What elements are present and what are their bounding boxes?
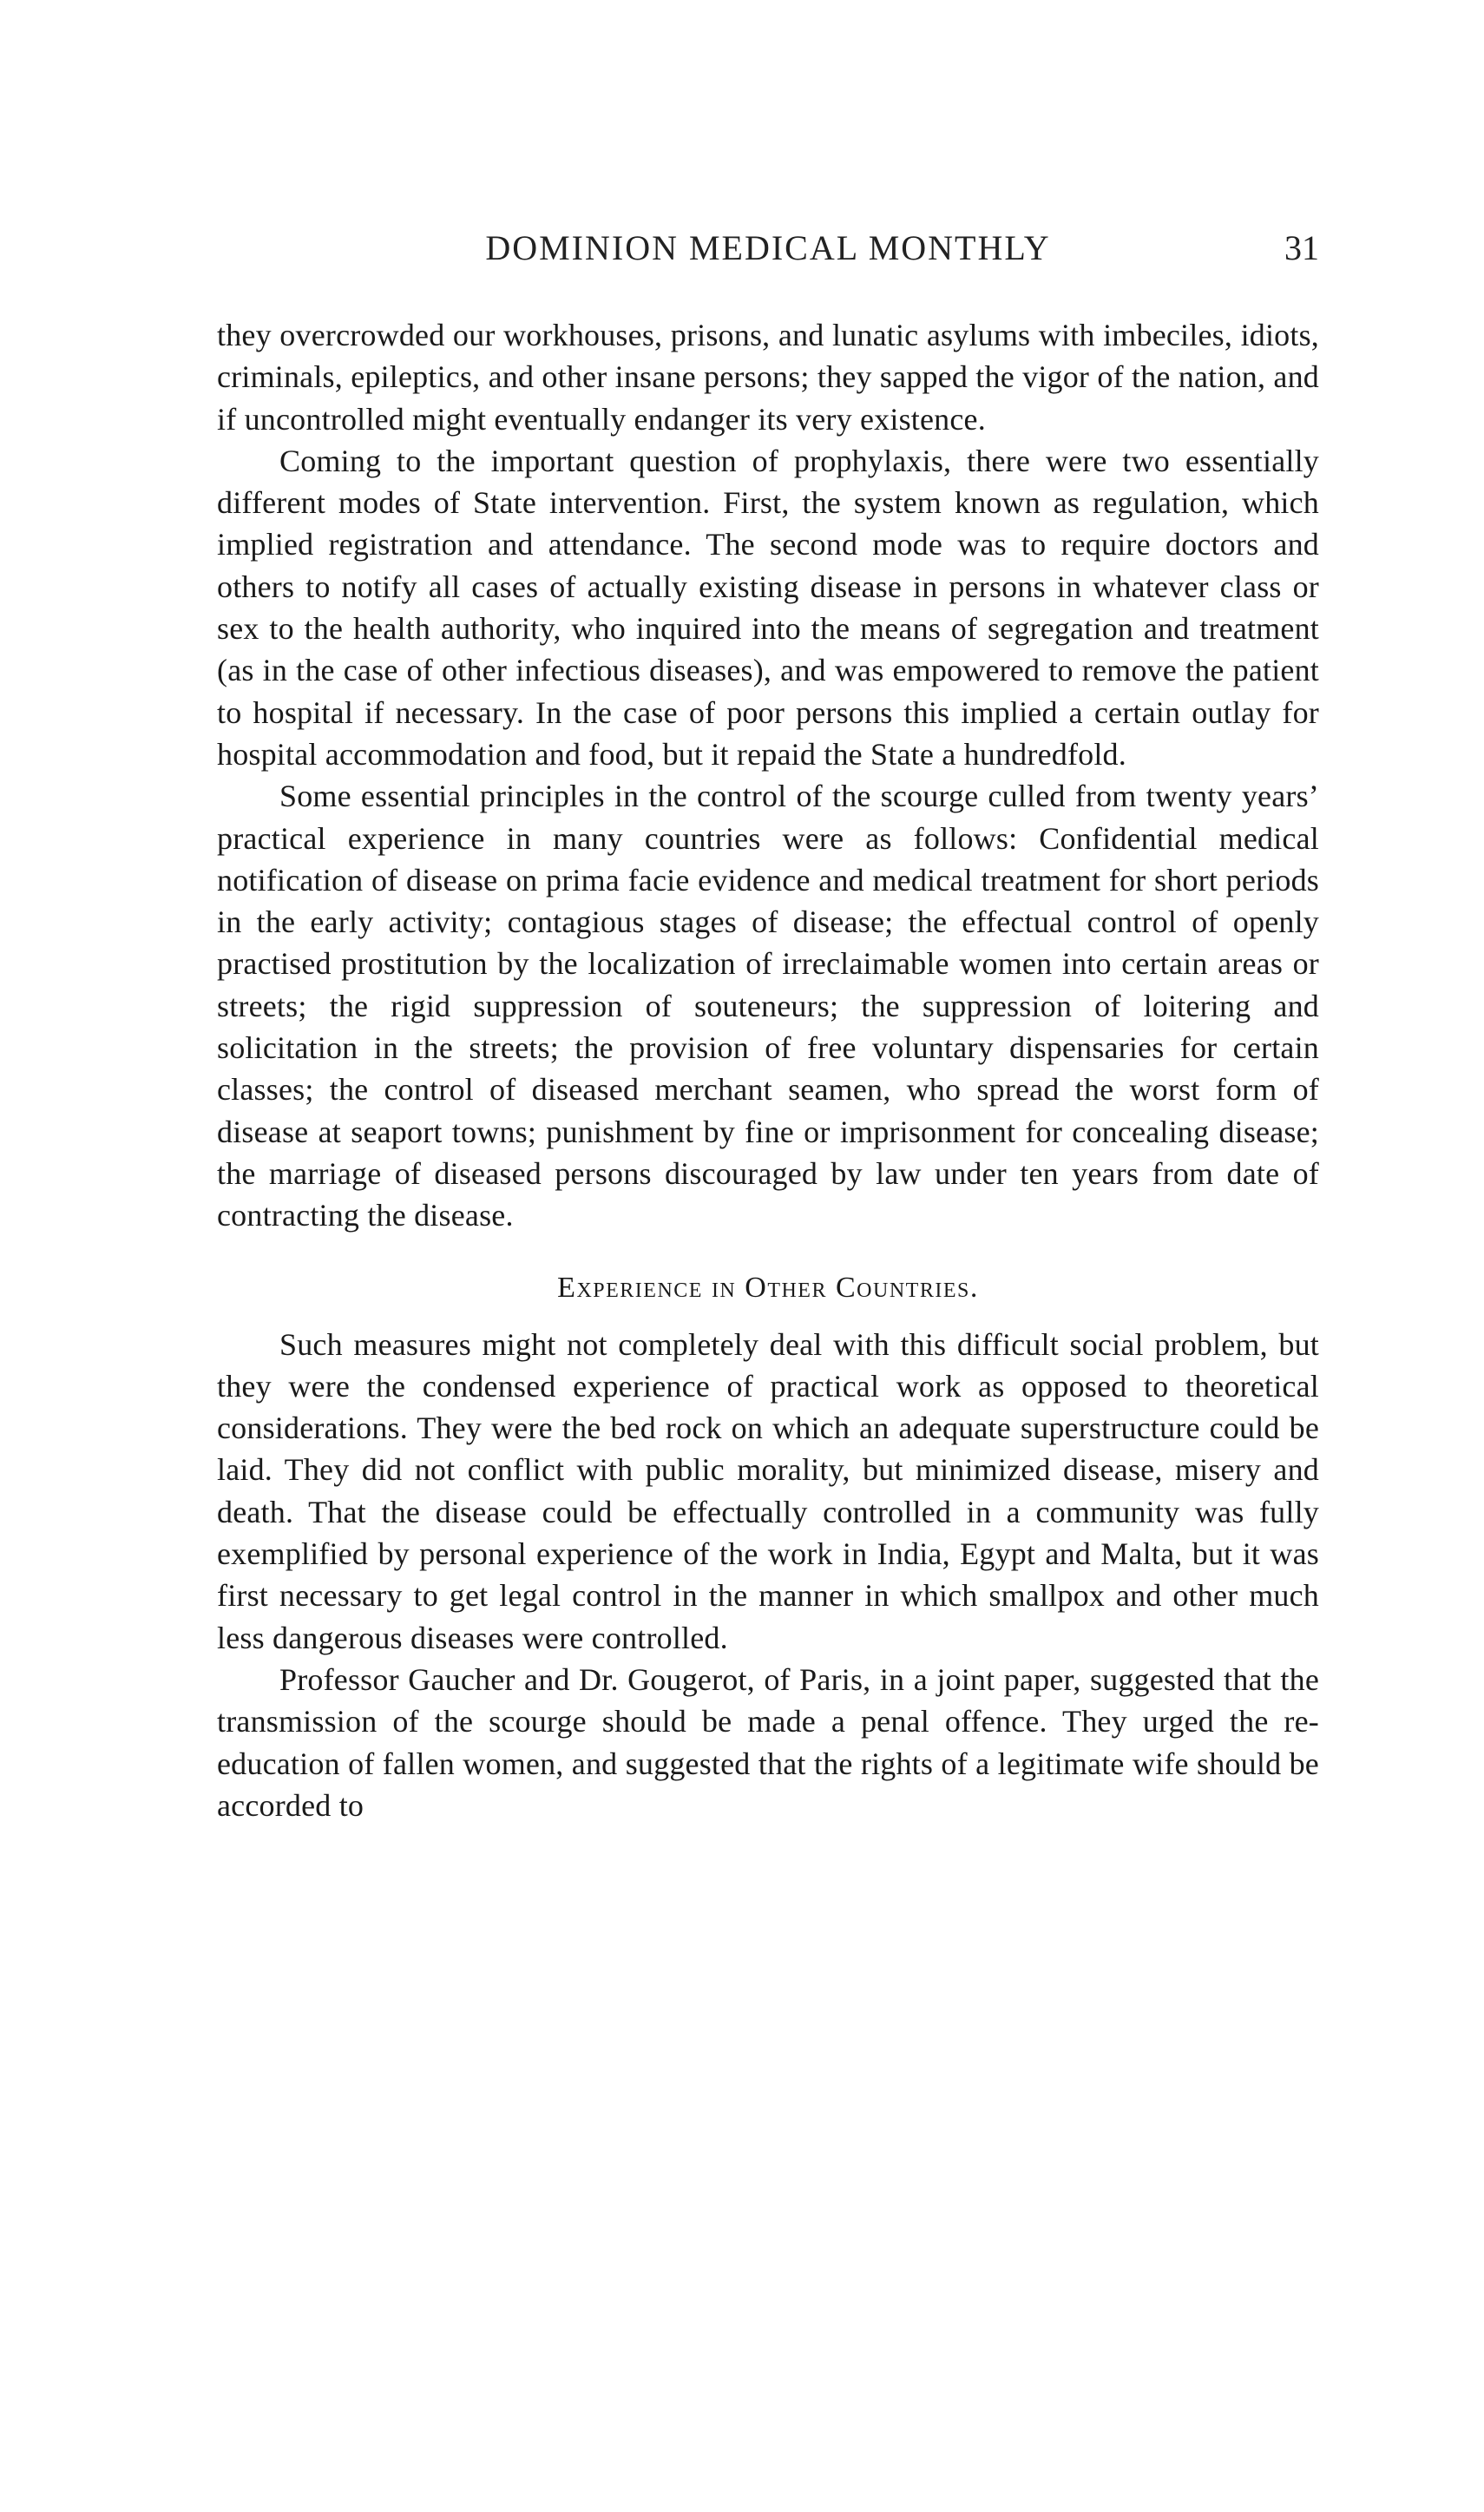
section-heading: Experience in Other Countries.: [557, 1271, 979, 1304]
page-number: 31: [1284, 228, 1319, 267]
paragraph-measures: Such measures might not completely deal with this difficult social problem, but they were the condensed experience of practical work as opposed to theoretical considerations. They were the bed rock on which an adequate superstructure could be laid. They did not conflict with public morality, but minimized disease, misery and death. That the disease could be effectually controlled in a community was fully exemplified by personal experience of the work in India, Egypt and Malta, but it was first necessary to get legal control in the manner in which smallpox and other much less dangerous diseases were controlled.: [217, 1326, 1319, 1655]
body-text: [217, 314, 1319, 1826]
paragraph-continued: they overcrowded our workhouses, prisons, and lunatic asylums with imbeciles, idiots, criminals, epileptics, and other insane persons; they sapped the vigor of the nation, and if uncontrolled might eventually endanger its very existence.: [217, 318, 1319, 437]
running-head: [217, 227, 1319, 279]
paragraph-gaucher: Professor Gaucher and Dr. Gougerot, of Paris, in a joint paper, suggested that the transmission of the scourge should be made a penal offence. They urged the re-education of fallen women, and suggested that the rights of a legitimate wife should be accorded to: [217, 1661, 1319, 1823]
journal-title: DOMINION MEDICAL MONTHLY: [485, 228, 1051, 267]
document-page: [217, 227, 1319, 1826]
paragraph-prophylaxis: Coming to the important question of prophylaxis, there were two essentially different modes of State intervention. First, the system known as regulation, which implied registration and attendance. The second mode was to require doctors and others to notify all cases of actually existing disease in persons in whatever class or sex to the health authority, who inquired into the means of segregation and treatment (as in the case of other infectious diseases), and was empowered to remove the patient to hospital if necessary. In the case of poor persons this implied a certain outlay for hospital accommodation and food, but it repaid the State a hundredfold.: [217, 443, 1319, 772]
paragraph-principles: Some essential principles in the control of the scourge culled from twenty years’ practical experience in many countries were as follows: Confidential medical notification of disease on prima facie evidence and medical treatment for short periods in the early activity; contagious stages of disease; the effectual control of openly practised prostitution by the localization of irreclaimable women into certain areas or streets; the rigid suppression of souteneurs; the suppression of loitering and solicitation in the streets; the provision of free voluntary dispensaries for certain classes; the control of diseased merchant seamen, who spread the worst form of disease at seaport towns; punishment by fine or imprisonment for concealing disease; the marriage of diseased persons discouraged by law under ten years from date of contracting the disease.: [217, 779, 1319, 1233]
